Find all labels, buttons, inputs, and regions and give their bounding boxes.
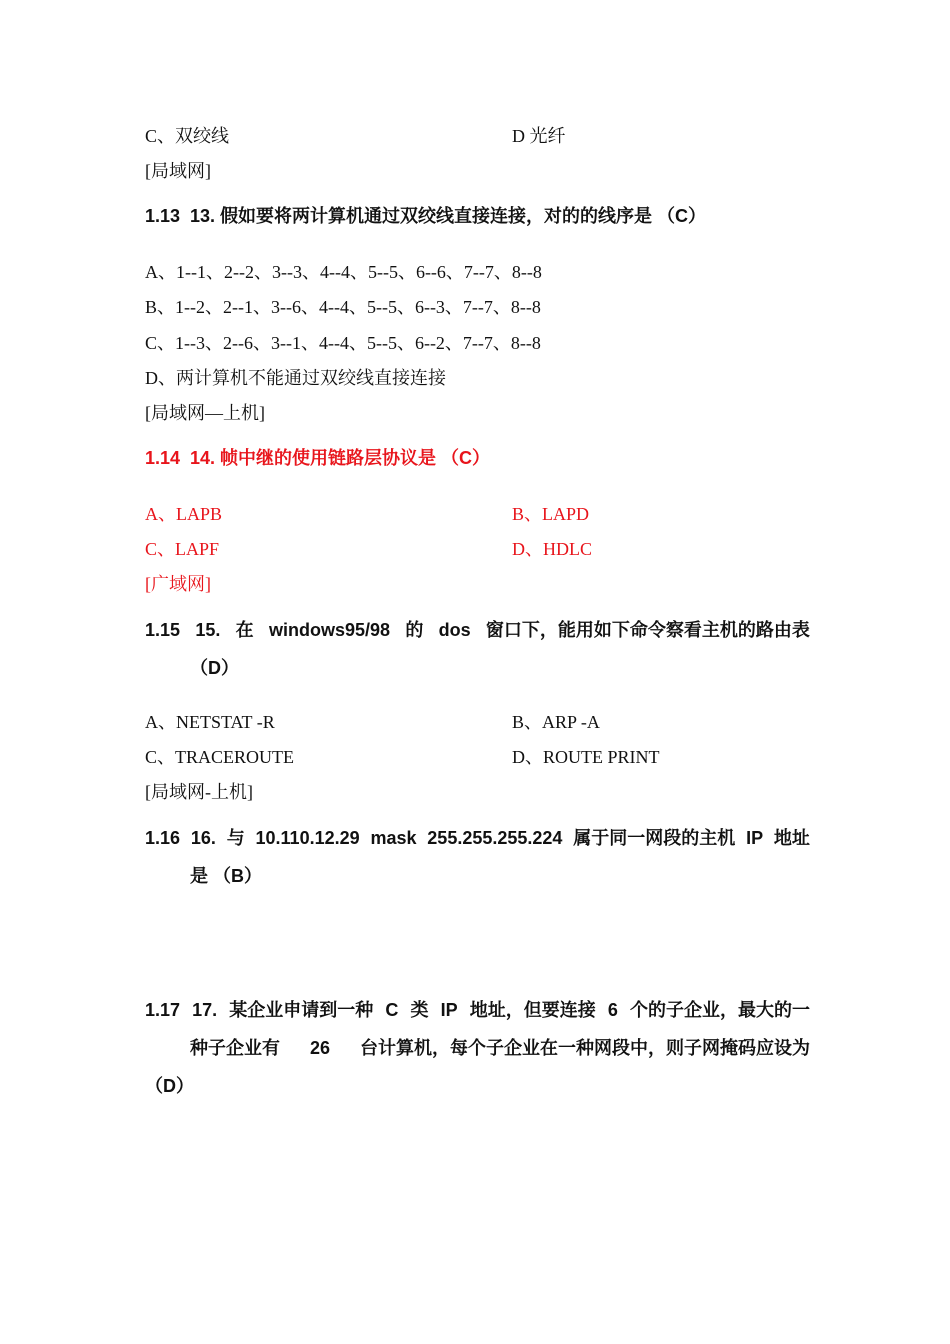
q17-word: 个的子企业，最大的一 xyxy=(629,1000,810,1020)
q15-word: 15. xyxy=(195,620,221,640)
q15-line-2: （D） xyxy=(190,658,239,678)
q16-word: 10.110.12.29 xyxy=(255,828,360,848)
q17-line-3: （D） xyxy=(145,1076,194,1096)
q15-options-row-2 xyxy=(145,746,660,768)
q14-heading xyxy=(145,439,810,477)
q15-tag: [局域网-上机] xyxy=(145,782,253,802)
q17-word: 某企业申请到一种 xyxy=(229,1000,374,1020)
q15-word: windows95/98 xyxy=(268,620,391,640)
q12-options-row xyxy=(145,125,566,147)
q15-options-row-1 xyxy=(145,711,600,733)
q12-option-c: C、双绞线 xyxy=(145,126,230,146)
q16-word: 与 xyxy=(226,828,245,848)
q13-option-d: D、两计算机不能通过双绞线直接连接 xyxy=(145,368,446,388)
q17-word: 地址，但要连接 xyxy=(469,1000,596,1020)
q17-word: C xyxy=(385,1000,399,1020)
q13-option-a: A、1--1、2--2、3--3、4--4、5--5、6--6、7--7、8--8 xyxy=(145,262,542,282)
q17-word: 台计算机，每个子企业在一种网段中，则子网掩码应设为 xyxy=(360,1038,810,1058)
q17-word: 6 xyxy=(607,1000,618,1020)
q14-option-c: C、LAPF xyxy=(145,539,220,559)
q14-option-b: B、LAPD xyxy=(512,504,590,524)
q16-word: 16. xyxy=(190,828,216,848)
q14-options-row-2 xyxy=(145,538,592,560)
q15-option-d: D、ROUTE PRINT xyxy=(512,747,660,767)
q13-tag: [局域网—上机] xyxy=(145,403,265,423)
q17-word: 26 xyxy=(309,1038,331,1058)
q14-tag: [广域网] xyxy=(145,574,211,594)
q17-word: 类 xyxy=(410,1000,429,1020)
q16-line-2: 是 （B） xyxy=(190,866,262,886)
q15-option-a: A、NETSTAT -R xyxy=(145,712,275,732)
q16-word: 255.255.255.224 xyxy=(427,828,563,848)
q17-line-1 xyxy=(145,991,810,1029)
q13-heading xyxy=(145,197,810,235)
q15-heading xyxy=(145,611,810,687)
q15-word: dos xyxy=(438,620,471,640)
q15-word: 窗口下，能用如下命令察看主机的路由表 xyxy=(485,620,810,640)
q14-number: 1.14 xyxy=(145,448,181,468)
q14-text: 14. 帧中继的使用链路层协议是 （C） xyxy=(190,448,491,468)
q17-word: 17. xyxy=(192,1000,218,1020)
q15-word: 的 xyxy=(405,620,424,640)
q15-option-c: C、TRACEROUTE xyxy=(145,747,295,767)
q14-option-d: D、HDLC xyxy=(512,539,592,559)
q16-word: 属于同一网段的主机 xyxy=(573,828,736,848)
q14-option-a: A、LAPB xyxy=(145,504,223,524)
q16-word: IP xyxy=(746,828,764,848)
q17-line-2 xyxy=(145,1029,810,1067)
q16-heading xyxy=(145,819,810,895)
q13-number: 1.13 xyxy=(145,206,181,226)
q17-word: 种子企业有 xyxy=(190,1038,280,1058)
q16-line-1 xyxy=(145,819,810,857)
q15-word: 在 xyxy=(235,620,254,640)
q16-word: mask xyxy=(370,828,417,848)
q13-option-c: C、1--3、2--6、3--1、4--4、5--5、6--2、7--7、8--8 xyxy=(145,333,541,353)
q16-word: 地址 xyxy=(773,828,810,848)
q12-option-d: D 光纤 xyxy=(512,126,566,146)
q16-number: 1.16 xyxy=(145,828,181,848)
q17-number: 1.17 xyxy=(145,1000,181,1020)
q17-word: IP xyxy=(440,1000,458,1020)
q13-text: 13. 假如要将两计算机通过双绞线直接连接，对的的线序是 （C） xyxy=(190,206,707,226)
q13-option-b: B、1--2、2--1、3--6、4--4、5--5、6--3、7--7、8--8 xyxy=(145,297,541,317)
q17-heading xyxy=(145,991,810,1105)
q15-line-1 xyxy=(145,611,810,649)
q15-option-b: B、ARP -A xyxy=(512,712,600,732)
q12-tag: [局域网] xyxy=(145,161,211,181)
q14-options-row-1 xyxy=(145,503,590,525)
q15-number: 1.15 xyxy=(145,620,181,640)
